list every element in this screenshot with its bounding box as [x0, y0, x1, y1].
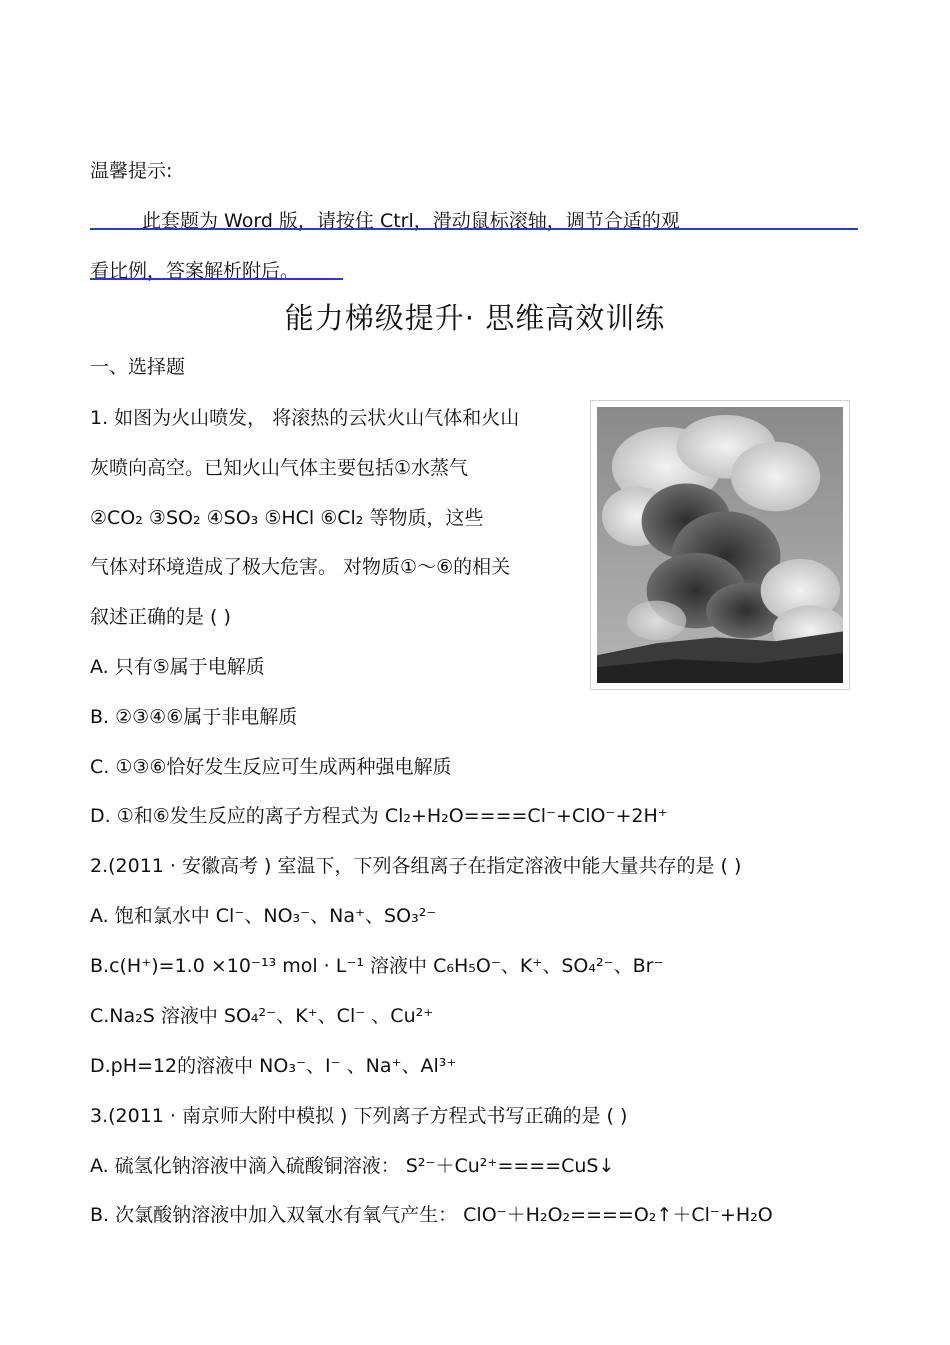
- q1-line-2: 灰喷向高空。已知火山气体主要包括①水蒸气: [90, 457, 469, 479]
- q2-option-b: B.c(H⁺)=1.0 ×10⁻¹³ mol · L⁻¹ 溶液中 C₆H₅O⁻、K⁺、SO₄²⁻、Br⁻: [90, 955, 664, 977]
- q1-option-d: D. ①和⑥发生反应的离子方程式为 Cl₂+H₂O====Cl⁻+ClO⁻+2H⁺: [90, 805, 668, 827]
- q1-line-3: ②CO₂ ③SO₂ ④SO₃ ⑤HCl ⑥Cl₂ 等物质，这些: [90, 507, 484, 529]
- q2-stem: 2.(2011 · 安徽高考 ) 室温下，下列各组离子在指定溶液中能大量共存的是 ( ): [90, 855, 742, 877]
- q2-option-a: A. 饱和氯水中 Cl⁻、NO₃⁻、Na⁺、SO₃²⁻: [90, 905, 437, 927]
- q3-stem: 3.(2011 · 南京师大附中模拟 ) 下列离子方程式书写正确的是 ( ): [90, 1105, 628, 1127]
- q3-option-b: B. 次氯酸钠溶液中加入双氧水有氧气产生： ClO⁻＋H₂O₂====O₂↑＋Cl⁻+H₂O: [90, 1204, 773, 1226]
- page-title: 能力梯级提升· 思维高效训练: [284, 301, 666, 335]
- q1-line-5: 叙述正确的是 ( ): [90, 606, 231, 628]
- tip-title: 温馨提示:: [90, 160, 173, 182]
- q3-option-a: A. 硫氢化钠溶液中滴入硫酸铜溶液： S²⁻＋Cu²⁺====CuS↓: [90, 1155, 615, 1177]
- q1-line-4: 气体对环境造成了极大危害。 对物质①～⑥的相关: [90, 556, 511, 578]
- q2-option-d: D.pH=12的溶液中 NO₃⁻、I⁻ 、Na⁺、Al³⁺: [90, 1055, 457, 1077]
- q2-option-c: C.Na₂S 溶液中 SO₄²⁻、K⁺、Cl⁻ 、Cu²⁺: [90, 1005, 434, 1027]
- underline-1: [90, 228, 858, 230]
- volcano-image: [597, 407, 843, 683]
- underline-2: [90, 278, 343, 280]
- q1-option-c: C. ①③⑥恰好发生反应可生成两种强电解质: [90, 756, 452, 778]
- volcano-photo: [590, 400, 850, 690]
- q1-option-a: A. 只有⑤属于电解质: [90, 656, 265, 678]
- section-heading: 一、选择题: [90, 356, 186, 378]
- q1-option-b: B. ②③④⑥属于非电解质: [90, 706, 298, 728]
- tip-line-1: 此套题为 Word 版，请按住 Ctrl，滑动鼠标滚轴，调节合适的观: [142, 210, 680, 232]
- tip-line-2: 看比例，答案解析附后。: [90, 260, 300, 282]
- q1-line-1: 1. 如图为火山喷发， 将滚热的云状火山气体和火山: [90, 407, 520, 429]
